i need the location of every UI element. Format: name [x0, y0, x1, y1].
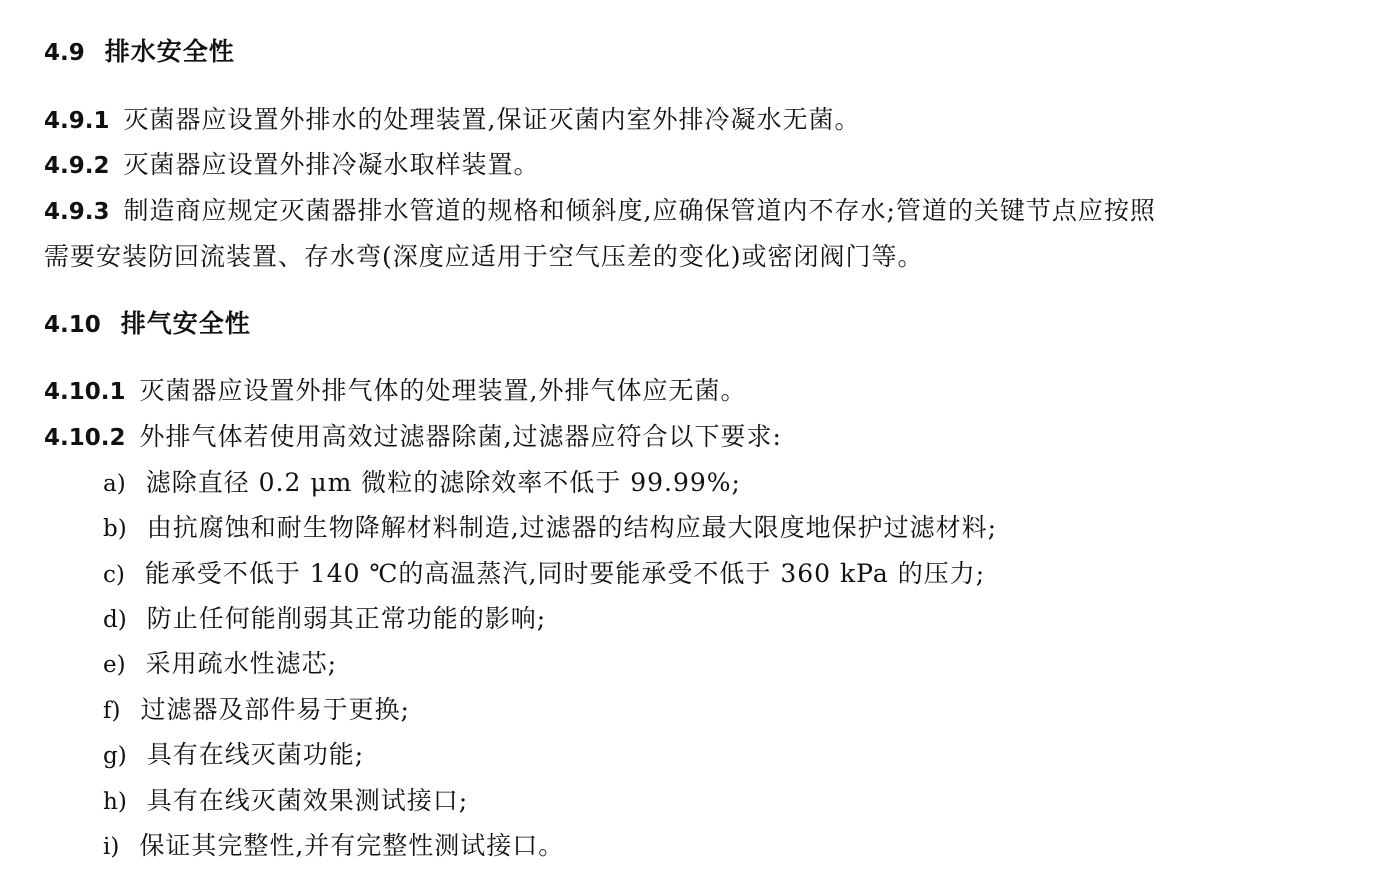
- list-item-label: h): [103, 789, 127, 815]
- clause-4-9-3-continuation: [44, 240, 924, 274]
- list-item-label: g): [103, 743, 127, 769]
- clause-text-continuation: 需要安装防回流装置、存水弯(深度应适用于空气压差的变化)或密闭阀门等。: [44, 242, 924, 271]
- list-item-label: b): [103, 516, 127, 542]
- clause-4-10-1: [44, 374, 746, 409]
- clause-text: 制造商应规定灭菌器排水管道的规格和倾斜度,应确保管道内不存水;管道的关键节点应按照: [123, 196, 1156, 225]
- list-item: [103, 829, 564, 864]
- clause-text: 灭菌器应设置外排冷凝水取样装置。: [123, 150, 540, 179]
- list-item-label: d): [103, 607, 127, 633]
- list-item-text: 过滤器及部件易于更换;: [140, 695, 410, 724]
- list-item: [103, 602, 546, 637]
- list-item-text: 滤除直径 0.2 μm 微粒的滤除效率不低于 99.99%;: [145, 468, 741, 497]
- list-item-text: 具有在线灭菌效果测试接口;: [146, 786, 469, 815]
- clause-4-9-3: [44, 194, 1156, 229]
- list-item-label: f): [103, 698, 121, 724]
- section-heading-4-10: [44, 307, 251, 342]
- clause-4-9-2: [44, 148, 540, 183]
- section-number: 4.9: [44, 40, 85, 66]
- list-item: [103, 647, 337, 682]
- section-title: 排气安全性: [120, 309, 251, 338]
- list-item: [103, 738, 364, 773]
- section-number: 4.10: [44, 312, 101, 338]
- list-item: [103, 784, 468, 819]
- list-item-text: 具有在线灭菌功能;: [146, 740, 365, 769]
- clause-text: 外排气体若使用高效过滤器除菌,过滤器应符合以下要求:: [139, 422, 782, 451]
- clause-number: 4.10.2: [44, 425, 126, 451]
- list-item-text: 采用疏水性滤芯;: [145, 649, 338, 678]
- list-item-text: 防止任何能削弱其正常功能的影响;: [146, 604, 547, 633]
- list-item: [103, 557, 985, 592]
- clause-text: 灭菌器应设置外排水的处理装置,保证灭菌内室外排冷凝水无菌。: [123, 105, 861, 134]
- list-item: [103, 466, 741, 501]
- list-item-label: a): [103, 471, 126, 497]
- section-heading-4-9: [44, 35, 235, 70]
- clause-4-9-1: [44, 103, 860, 138]
- list-item-text: 由抗腐蚀和耐生物降解材料制造,过滤器的结构应最大限度地保护过滤材料;: [146, 513, 998, 542]
- clause-text: 灭菌器应设置外排气体的处理装置,外排气体应无菌。: [139, 376, 747, 405]
- section-title: 排水安全性: [104, 37, 235, 66]
- list-item-text: 保证其完整性,并有完整性测试接口。: [139, 831, 565, 860]
- clause-4-10-2: [44, 420, 782, 455]
- list-item: [103, 511, 997, 546]
- clause-number: 4.9.1: [44, 108, 110, 134]
- clause-number: 4.10.1: [44, 379, 126, 405]
- list-item-label: c): [103, 562, 125, 588]
- list-item-label: e): [103, 652, 126, 678]
- list-item-label: i): [103, 834, 120, 860]
- list-item-text: 能承受不低于 140 ℃的高温蒸汽,同时要能承受不低于 360 kPa 的压力;: [144, 559, 986, 588]
- list-item: [103, 693, 410, 728]
- clause-number: 4.9.3: [44, 199, 110, 225]
- clause-number: 4.9.2: [44, 153, 110, 179]
